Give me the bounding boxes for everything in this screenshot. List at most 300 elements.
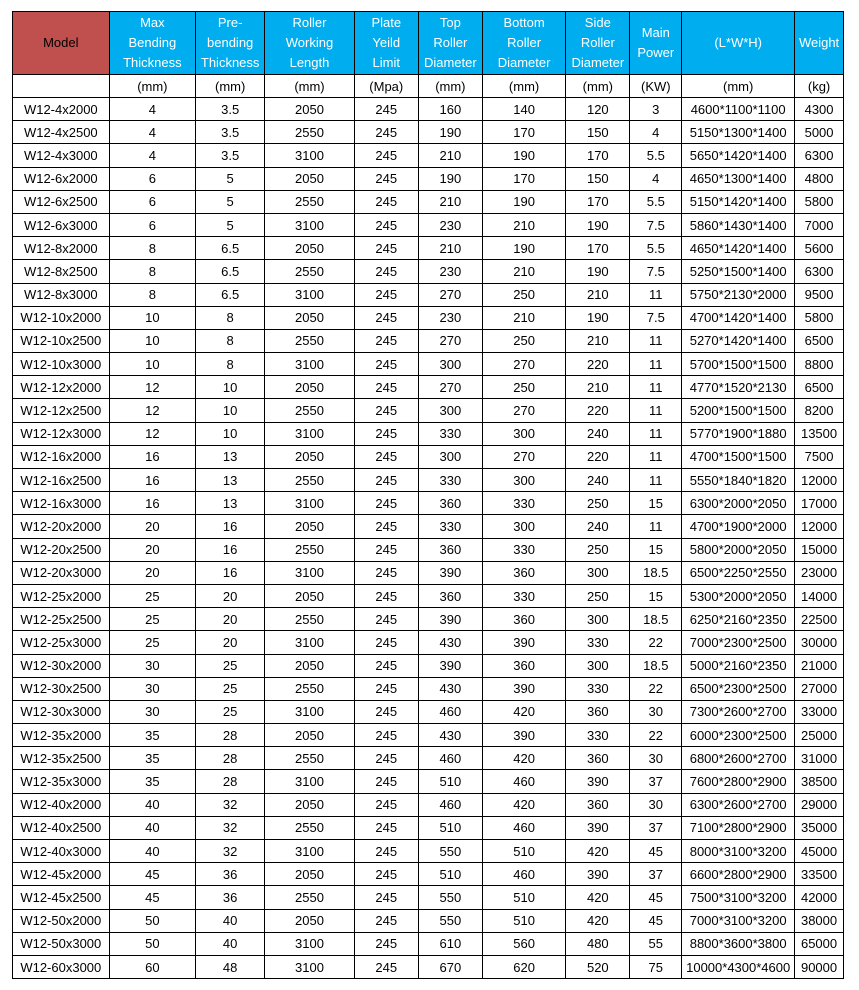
cell-max-bending-thickness: 45 <box>109 886 195 909</box>
cell-roller-working-length: 2050 <box>265 445 355 468</box>
cell-plate-yield-limit: 245 <box>354 445 418 468</box>
cell-main-power: 3 <box>630 98 682 121</box>
cell-weight: 6300 <box>795 260 844 283</box>
cell-model: W12-50x2000 <box>13 909 110 932</box>
cell-plate-yield-limit: 245 <box>354 306 418 329</box>
cell-top-roller-diameter: 230 <box>418 306 482 329</box>
cell-model: W12-20x2000 <box>13 515 110 538</box>
cell-max-bending-thickness: 35 <box>109 747 195 770</box>
unit-dimensions: (mm) <box>682 75 795 98</box>
cell-side-roller-diameter: 420 <box>566 886 630 909</box>
cell-bottom-roller-diameter: 270 <box>482 399 565 422</box>
header-text-line: Working <box>285 35 334 50</box>
cell-top-roller-diameter: 360 <box>418 492 482 515</box>
cell-pre-bending-thickness: 36 <box>196 886 265 909</box>
header-pre-bending-thickness <box>196 12 265 75</box>
cell-max-bending-thickness: 20 <box>109 538 195 561</box>
cell-pre-bending-thickness: 32 <box>196 793 265 816</box>
cell-top-roller-diameter: 460 <box>418 793 482 816</box>
header-text-line: Thickness <box>123 55 182 70</box>
cell-model: W12-25x3000 <box>13 631 110 654</box>
cell-dimensions: 5860*1430*1400 <box>682 213 795 236</box>
table-row <box>13 260 844 283</box>
cell-plate-yield-limit: 245 <box>354 353 418 376</box>
cell-plate-yield-limit: 245 <box>354 515 418 538</box>
cell-plate-yield-limit: 245 <box>354 283 418 306</box>
cell-main-power: 7.5 <box>630 213 682 236</box>
cell-model: W12-12x2000 <box>13 376 110 399</box>
cell-dimensions: 5300*2000*2050 <box>682 584 795 607</box>
table-row <box>13 955 844 978</box>
table-row <box>13 700 844 723</box>
table-row <box>13 863 844 886</box>
cell-dimensions: 5150*1300*1400 <box>682 121 795 144</box>
cell-weight: 27000 <box>795 677 844 700</box>
cell-max-bending-thickness: 10 <box>109 353 195 376</box>
cell-max-bending-thickness: 35 <box>109 770 195 793</box>
cell-weight: 30000 <box>795 631 844 654</box>
cell-pre-bending-thickness: 16 <box>196 561 265 584</box>
cell-pre-bending-thickness: 40 <box>196 932 265 955</box>
cell-side-roller-diameter: 240 <box>566 422 630 445</box>
cell-top-roller-diameter: 160 <box>418 98 482 121</box>
cell-bottom-roller-diameter: 510 <box>482 840 565 863</box>
cell-top-roller-diameter: 550 <box>418 886 482 909</box>
header-text-line: Bottom <box>503 15 545 30</box>
cell-max-bending-thickness: 4 <box>109 144 195 167</box>
cell-side-roller-diameter: 170 <box>566 190 630 213</box>
cell-model: W12-16x2000 <box>13 445 110 468</box>
cell-side-roller-diameter: 250 <box>566 584 630 607</box>
cell-pre-bending-thickness: 28 <box>196 724 265 747</box>
cell-model: W12-16x3000 <box>13 492 110 515</box>
cell-side-roller-diameter: 520 <box>566 955 630 978</box>
cell-model: W12-30x2000 <box>13 654 110 677</box>
header-text-line: Roller <box>580 35 615 50</box>
cell-bottom-roller-diameter: 270 <box>482 353 565 376</box>
header-text-line: Power <box>637 45 675 60</box>
cell-roller-working-length: 2050 <box>265 793 355 816</box>
cell-weight: 9500 <box>795 283 844 306</box>
cell-model: W12-20x2500 <box>13 538 110 561</box>
cell-main-power: 15 <box>630 492 682 515</box>
cell-max-bending-thickness: 30 <box>109 677 195 700</box>
cell-side-roller-diameter: 390 <box>566 816 630 839</box>
cell-pre-bending-thickness: 25 <box>196 700 265 723</box>
cell-bottom-roller-diameter: 420 <box>482 793 565 816</box>
cell-roller-working-length: 2550 <box>265 469 355 492</box>
cell-weight: 6500 <box>795 329 844 352</box>
cell-side-roller-diameter: 190 <box>566 260 630 283</box>
cell-roller-working-length: 3100 <box>265 144 355 167</box>
cell-weight: 6300 <box>795 144 844 167</box>
cell-model: W12-35x3000 <box>13 770 110 793</box>
cell-roller-working-length: 2550 <box>265 677 355 700</box>
cell-model: W12-60x3000 <box>13 955 110 978</box>
cell-side-roller-diameter: 360 <box>566 700 630 723</box>
cell-bottom-roller-diameter: 210 <box>482 213 565 236</box>
cell-plate-yield-limit: 245 <box>354 816 418 839</box>
cell-top-roller-diameter: 360 <box>418 584 482 607</box>
cell-pre-bending-thickness: 6.5 <box>196 260 265 283</box>
cell-roller-working-length: 2550 <box>265 538 355 561</box>
cell-side-roller-diameter: 240 <box>566 515 630 538</box>
cell-roller-working-length: 2550 <box>265 816 355 839</box>
cell-weight: 8200 <box>795 399 844 422</box>
cell-max-bending-thickness: 8 <box>109 237 195 260</box>
cell-main-power: 7.5 <box>630 306 682 329</box>
table-row <box>13 747 844 770</box>
cell-bottom-roller-diameter: 330 <box>482 492 565 515</box>
unit-bottom-roller-diameter: (mm) <box>482 75 565 98</box>
cell-plate-yield-limit: 245 <box>354 329 418 352</box>
cell-model: W12-10x2500 <box>13 329 110 352</box>
cell-model: W12-40x2500 <box>13 816 110 839</box>
header-roller-working-length <box>265 12 355 75</box>
cell-pre-bending-thickness: 5 <box>196 190 265 213</box>
cell-main-power: 11 <box>630 329 682 352</box>
cell-top-roller-diameter: 190 <box>418 121 482 144</box>
cell-model: W12-20x3000 <box>13 561 110 584</box>
cell-model: W12-25x2500 <box>13 608 110 631</box>
cell-dimensions: 6000*2300*2500 <box>682 724 795 747</box>
cell-roller-working-length: 3100 <box>265 213 355 236</box>
cell-plate-yield-limit: 245 <box>354 747 418 770</box>
cell-roller-working-length: 3100 <box>265 353 355 376</box>
header-text-line: Limit <box>372 55 400 70</box>
table-row <box>13 886 844 909</box>
cell-weight: 5800 <box>795 306 844 329</box>
cell-plate-yield-limit: 245 <box>354 237 418 260</box>
cell-max-bending-thickness: 50 <box>109 909 195 932</box>
table-row <box>13 399 844 422</box>
unit-top-roller-diameter: (mm) <box>418 75 482 98</box>
cell-roller-working-length: 3100 <box>265 840 355 863</box>
header-text-line: Diameter <box>497 55 551 70</box>
table-row <box>13 190 844 213</box>
cell-main-power: 45 <box>630 840 682 863</box>
cell-main-power: 4 <box>630 167 682 190</box>
cell-weight: 12000 <box>795 515 844 538</box>
cell-dimensions: 6250*2160*2350 <box>682 608 795 631</box>
cell-plate-yield-limit: 245 <box>354 724 418 747</box>
cell-bottom-roller-diameter: 560 <box>482 932 565 955</box>
cell-pre-bending-thickness: 40 <box>196 909 265 932</box>
cell-weight: 5600 <box>795 237 844 260</box>
cell-max-bending-thickness: 25 <box>109 608 195 631</box>
cell-dimensions: 8000*3100*3200 <box>682 840 795 863</box>
cell-max-bending-thickness: 40 <box>109 840 195 863</box>
cell-roller-working-length: 2050 <box>265 306 355 329</box>
cell-plate-yield-limit: 245 <box>354 190 418 213</box>
cell-roller-working-length: 2050 <box>265 584 355 607</box>
cell-main-power: 11 <box>630 515 682 538</box>
cell-dimensions: 5250*1500*1400 <box>682 260 795 283</box>
table-row <box>13 631 844 654</box>
cell-main-power: 45 <box>630 886 682 909</box>
cell-top-roller-diameter: 300 <box>418 353 482 376</box>
table-row <box>13 932 844 955</box>
cell-roller-working-length: 3100 <box>265 283 355 306</box>
cell-model: W12-10x3000 <box>13 353 110 376</box>
header-text-line: Side <box>584 15 611 30</box>
cell-side-roller-diameter: 170 <box>566 144 630 167</box>
cell-max-bending-thickness: 12 <box>109 376 195 399</box>
cell-bottom-roller-diameter: 190 <box>482 237 565 260</box>
cell-max-bending-thickness: 20 <box>109 561 195 584</box>
cell-dimensions: 5000*2160*2350 <box>682 654 795 677</box>
table-row <box>13 654 844 677</box>
cell-weight: 5800 <box>795 190 844 213</box>
cell-plate-yield-limit: 245 <box>354 770 418 793</box>
cell-weight: 13500 <box>795 422 844 445</box>
cell-bottom-roller-diameter: 330 <box>482 584 565 607</box>
cell-model: W12-25x2000 <box>13 584 110 607</box>
cell-weight: 4800 <box>795 167 844 190</box>
cell-pre-bending-thickness: 8 <box>196 329 265 352</box>
cell-bottom-roller-diameter: 190 <box>482 190 565 213</box>
table-row <box>13 167 844 190</box>
cell-bottom-roller-diameter: 420 <box>482 700 565 723</box>
table-row <box>13 677 844 700</box>
cell-weight: 7500 <box>795 445 844 468</box>
cell-plate-yield-limit: 245 <box>354 677 418 700</box>
cell-plate-yield-limit: 245 <box>354 700 418 723</box>
cell-roller-working-length: 2050 <box>265 863 355 886</box>
cell-side-roller-diameter: 390 <box>566 770 630 793</box>
cell-weight: 31000 <box>795 747 844 770</box>
cell-dimensions: 10000*4300*4600 <box>682 955 795 978</box>
cell-max-bending-thickness: 8 <box>109 260 195 283</box>
table-row <box>13 376 844 399</box>
cell-plate-yield-limit: 245 <box>354 793 418 816</box>
cell-model: W12-6x2500 <box>13 190 110 213</box>
cell-top-roller-diameter: 610 <box>418 932 482 955</box>
cell-dimensions: 7100*2800*2900 <box>682 816 795 839</box>
cell-plate-yield-limit: 245 <box>354 932 418 955</box>
unit-plate-yield-limit: (Mpa) <box>354 75 418 98</box>
cell-main-power: 22 <box>630 677 682 700</box>
cell-roller-working-length: 3100 <box>265 955 355 978</box>
cell-model: W12-4x2000 <box>13 98 110 121</box>
cell-roller-working-length: 2550 <box>265 399 355 422</box>
table-row <box>13 816 844 839</box>
cell-top-roller-diameter: 510 <box>418 863 482 886</box>
cell-bottom-roller-diameter: 460 <box>482 863 565 886</box>
cell-weight: 29000 <box>795 793 844 816</box>
cell-weight: 23000 <box>795 561 844 584</box>
cell-top-roller-diameter: 670 <box>418 955 482 978</box>
cell-top-roller-diameter: 210 <box>418 190 482 213</box>
cell-pre-bending-thickness: 20 <box>196 608 265 631</box>
units-row <box>13 75 844 98</box>
cell-roller-working-length: 2550 <box>265 608 355 631</box>
cell-plate-yield-limit: 245 <box>354 260 418 283</box>
header-text-line: Main <box>641 25 670 40</box>
header-bottom-roller-diameter <box>482 12 565 75</box>
cell-roller-working-length: 2050 <box>265 237 355 260</box>
cell-model: W12-8x2500 <box>13 260 110 283</box>
header-text-line: Weight <box>798 35 840 50</box>
cell-plate-yield-limit: 245 <box>354 538 418 561</box>
header-dimensions <box>682 12 795 75</box>
cell-main-power: 18.5 <box>630 654 682 677</box>
cell-model: W12-8x2000 <box>13 237 110 260</box>
cell-model: W12-12x2500 <box>13 399 110 422</box>
cell-bottom-roller-diameter: 250 <box>482 283 565 306</box>
cell-roller-working-length: 2050 <box>265 376 355 399</box>
cell-roller-working-length: 3100 <box>265 561 355 584</box>
cell-top-roller-diameter: 550 <box>418 840 482 863</box>
cell-top-roller-diameter: 300 <box>418 399 482 422</box>
cell-model: W12-6x2000 <box>13 167 110 190</box>
cell-bottom-roller-diameter: 210 <box>482 306 565 329</box>
cell-roller-working-length: 2050 <box>265 909 355 932</box>
cell-pre-bending-thickness: 20 <box>196 631 265 654</box>
cell-dimensions: 6500*2300*2500 <box>682 677 795 700</box>
cell-weight: 14000 <box>795 584 844 607</box>
header-top-roller-diameter <box>418 12 482 75</box>
unit-side-roller-diameter: (mm) <box>566 75 630 98</box>
cell-bottom-roller-diameter: 300 <box>482 469 565 492</box>
table-row <box>13 422 844 445</box>
cell-pre-bending-thickness: 5 <box>196 213 265 236</box>
cell-pre-bending-thickness: 20 <box>196 584 265 607</box>
cell-pre-bending-thickness: 3.5 <box>196 98 265 121</box>
cell-main-power: 22 <box>630 724 682 747</box>
cell-top-roller-diameter: 270 <box>418 376 482 399</box>
cell-bottom-roller-diameter: 140 <box>482 98 565 121</box>
table-row <box>13 492 844 515</box>
header-text-line: Model <box>43 35 79 50</box>
cell-model: W12-45x2500 <box>13 886 110 909</box>
cell-max-bending-thickness: 10 <box>109 329 195 352</box>
table-row <box>13 98 844 121</box>
cell-max-bending-thickness: 25 <box>109 584 195 607</box>
cell-pre-bending-thickness: 10 <box>196 376 265 399</box>
header-text-line: Top <box>439 15 461 30</box>
table-row <box>13 283 844 306</box>
cell-bottom-roller-diameter: 510 <box>482 886 565 909</box>
table-row <box>13 584 844 607</box>
cell-main-power: 18.5 <box>630 608 682 631</box>
cell-dimensions: 8800*3600*3800 <box>682 932 795 955</box>
cell-top-roller-diameter: 330 <box>418 469 482 492</box>
cell-dimensions: 5700*1500*1500 <box>682 353 795 376</box>
header-text-line: Roller <box>433 35 468 50</box>
cell-weight: 42000 <box>795 886 844 909</box>
header-text-line: bending <box>207 35 254 50</box>
cell-roller-working-length: 3100 <box>265 422 355 445</box>
cell-weight: 65000 <box>795 932 844 955</box>
unit-roller-working-length: (mm) <box>265 75 355 98</box>
cell-plate-yield-limit: 245 <box>354 422 418 445</box>
cell-main-power: 22 <box>630 631 682 654</box>
cell-side-roller-diameter: 300 <box>566 654 630 677</box>
header-text-line: Length <box>289 55 330 70</box>
cell-weight: 33000 <box>795 700 844 723</box>
cell-roller-working-length: 3100 <box>265 700 355 723</box>
cell-bottom-roller-diameter: 390 <box>482 724 565 747</box>
cell-model: W12-30x3000 <box>13 700 110 723</box>
unit-main-power: (KW) <box>630 75 682 98</box>
cell-side-roller-diameter: 150 <box>566 167 630 190</box>
header-text-line: Diameter <box>423 55 477 70</box>
cell-roller-working-length: 3100 <box>265 492 355 515</box>
cell-model: W12-35x2000 <box>13 724 110 747</box>
cell-weight: 38500 <box>795 770 844 793</box>
cell-weight: 38000 <box>795 909 844 932</box>
cell-top-roller-diameter: 390 <box>418 561 482 584</box>
cell-model: W12-50x3000 <box>13 932 110 955</box>
cell-side-roller-diameter: 220 <box>566 445 630 468</box>
cell-top-roller-diameter: 190 <box>418 167 482 190</box>
cell-dimensions: 6800*2600*2700 <box>682 747 795 770</box>
table-row <box>13 770 844 793</box>
table-row <box>13 445 844 468</box>
cell-plate-yield-limit: 245 <box>354 98 418 121</box>
cell-dimensions: 7300*2600*2700 <box>682 700 795 723</box>
cell-main-power: 11 <box>630 469 682 492</box>
cell-pre-bending-thickness: 16 <box>196 515 265 538</box>
cell-plate-yield-limit: 245 <box>354 376 418 399</box>
cell-main-power: 4 <box>630 121 682 144</box>
cell-pre-bending-thickness: 5 <box>196 167 265 190</box>
cell-side-roller-diameter: 240 <box>566 469 630 492</box>
cell-main-power: 45 <box>630 909 682 932</box>
cell-side-roller-diameter: 190 <box>566 306 630 329</box>
cell-weight: 45000 <box>795 840 844 863</box>
cell-weight: 25000 <box>795 724 844 747</box>
unit-pre-bending-thickness: (mm) <box>196 75 265 98</box>
cell-side-roller-diameter: 360 <box>566 793 630 816</box>
cell-bottom-roller-diameter: 330 <box>482 538 565 561</box>
cell-max-bending-thickness: 16 <box>109 492 195 515</box>
cell-weight: 6500 <box>795 376 844 399</box>
cell-max-bending-thickness: 30 <box>109 700 195 723</box>
cell-plate-yield-limit: 245 <box>354 492 418 515</box>
cell-bottom-roller-diameter: 210 <box>482 260 565 283</box>
cell-side-roller-diameter: 190 <box>566 213 630 236</box>
cell-top-roller-diameter: 330 <box>418 515 482 538</box>
cell-pre-bending-thickness: 13 <box>196 469 265 492</box>
table-row <box>13 561 844 584</box>
cell-top-roller-diameter: 210 <box>418 237 482 260</box>
table-row <box>13 144 844 167</box>
cell-bottom-roller-diameter: 420 <box>482 747 565 770</box>
cell-side-roller-diameter: 330 <box>566 677 630 700</box>
cell-main-power: 37 <box>630 770 682 793</box>
cell-top-roller-diameter: 430 <box>418 677 482 700</box>
cell-pre-bending-thickness: 25 <box>196 654 265 677</box>
cell-bottom-roller-diameter: 510 <box>482 909 565 932</box>
cell-dimensions: 5770*1900*1880 <box>682 422 795 445</box>
cell-side-roller-diameter: 210 <box>566 283 630 306</box>
cell-top-roller-diameter: 230 <box>418 213 482 236</box>
cell-plate-yield-limit: 245 <box>354 399 418 422</box>
cell-weight: 4300 <box>795 98 844 121</box>
cell-dimensions: 5200*1500*1500 <box>682 399 795 422</box>
cell-pre-bending-thickness: 25 <box>196 677 265 700</box>
cell-main-power: 55 <box>630 932 682 955</box>
cell-weight: 12000 <box>795 469 844 492</box>
cell-side-roller-diameter: 480 <box>566 932 630 955</box>
cell-max-bending-thickness: 40 <box>109 816 195 839</box>
table-row <box>13 353 844 376</box>
cell-plate-yield-limit: 245 <box>354 213 418 236</box>
cell-side-roller-diameter: 210 <box>566 329 630 352</box>
cell-weight: 21000 <box>795 654 844 677</box>
